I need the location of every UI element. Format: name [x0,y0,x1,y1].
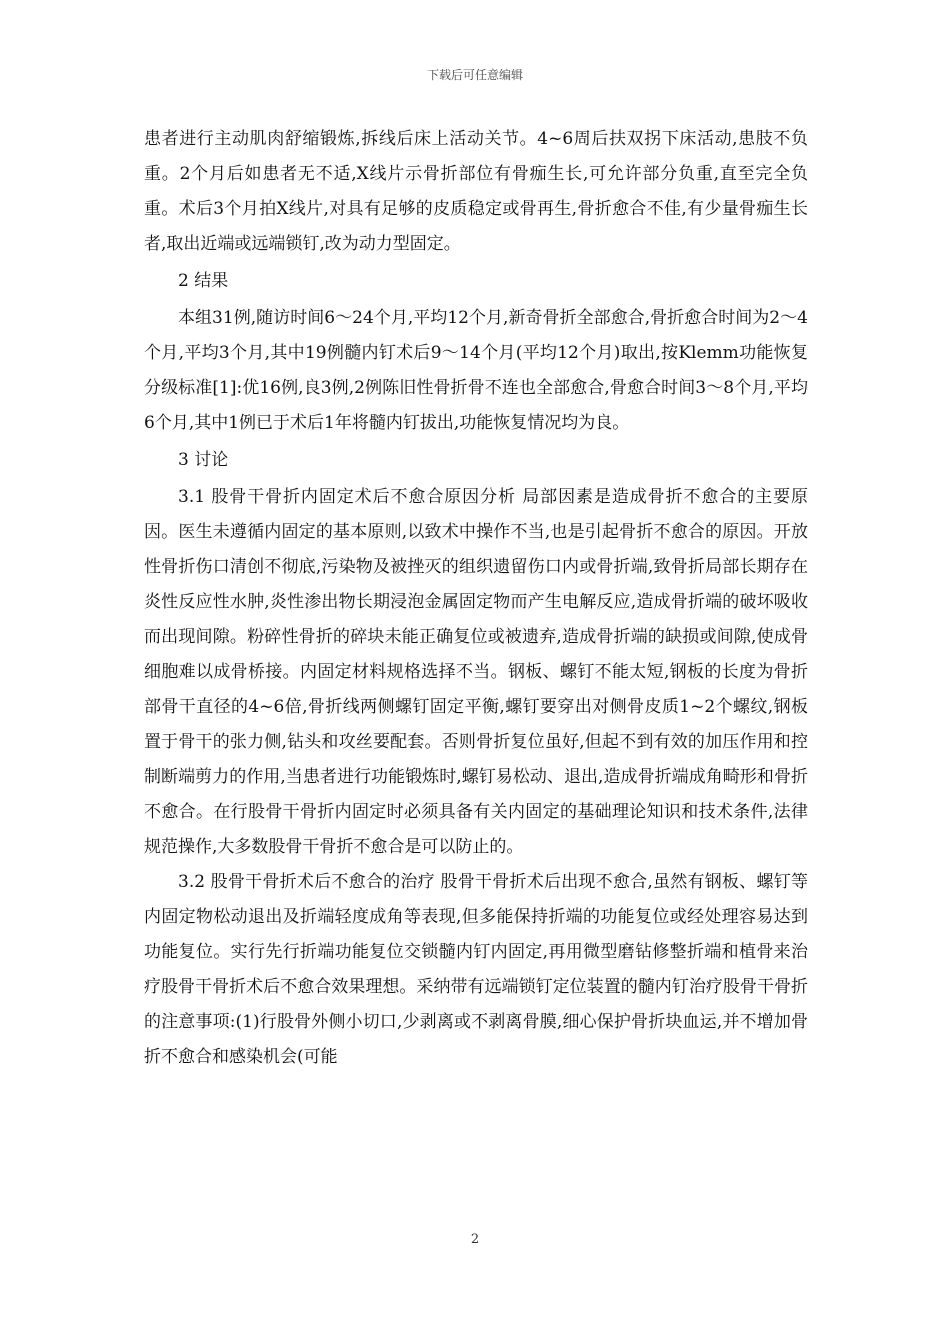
page-number: 2 [470,1232,480,1247]
paragraph-discussion-3-2: 3.2 股骨干骨折术后不愈合的治疗 股骨干骨折术后出现不愈合,虽然有钢板、螺钉等内固定物松动退出及折端轻度成角等表现,但多能保持折端的功能复位或经处理容易达到功能复位。实行先行折端功能复位交锁髓内钉内固定,再用微型磨钻修整折端和植骨来治疗股骨干骨折术后不愈合效果理想。采纳带有远端锁钉定位装置的髓内钉治疗股骨干骨折的注意事项:(1)行股骨外侧小切口,少剥离或不剥离骨膜,细心保护骨折块血运,并不增加骨折不愈合和感染机会(可能 [144,872,808,1067]
document-body [144,122,808,1075]
section-heading-results: 2 结果 [178,271,229,291]
paragraph-results: 本组31例,随访时间6～24个月,平均12个月,新奇骨折全部愈合,骨折愈合时间为2～4个月,平均3个月,其中19例髓内钉术后9～14个月(平均12个月)取出,按Klemm功能恢复分级标准[1]:优16例,良3例,2例陈旧性骨折骨不连也全部愈合,骨愈合时间3～8个月,平均6个月,其中1例已于术后1年将髓内钉拔出,功能恢复情况均为良。 [144,308,808,433]
paragraph-discussion-3-1: 3.1 股骨干骨折内固定术后不愈合原因分析 局部因素是造成骨折不愈合的主要原因。医生未遵循内固定的基本原则,以致术中操作不当,也是引起骨折不愈合的原因。开放性骨折伤口清创不彻底,污染物及被挫灭的组织遗留伤口内或骨折端,致骨折局部长期存在炎性反应性水肿,炎性渗出物长期浸泡金属固定物而产生电解反应,造成骨折端的破坏吸收而出现间隙。粉碎性骨折的碎块未能正确复位或被遗弃,造成骨折端的缺损或间隙,使成骨细胞难以成骨桥接。内固定材料规格选择不当。钢板、螺钉不能太短,钢板的长度为骨折部骨干直径的4~6倍,骨折线两侧螺钉固定平衡,螺钉要穿出对侧骨皮质1~2个螺纹,钢板置于骨干的张力侧,钻头和攻丝要配套。否则骨折复位虽好,但起不到有效的加压作用和控制断端剪力的作用,当患者进行功能锻炼时,螺钉易松动、退出,造成骨折端成角畸形和骨折不愈合。在行股骨干骨折内固定时必须具备有关内固定的基础理论知识和技术条件,法律规范操作,大多数股骨干骨折不愈合是可以防止的。 [144,487,808,857]
section-heading-discussion: 3 讨论 [178,450,229,470]
page-header: 下载后可任意编辑 [426,68,523,82]
paragraph-rehab: 患者进行主动肌肉舒缩锻炼,拆线后床上活动关节。4~6周后扶双拐下床活动,患肢不负重。2个月后如患者无不适,X线片示骨折部位有骨痂生长,可允许部分负重,直至完全负重。术后3个月拍X线片,对具有足够的皮质稳定或骨再生,骨折愈合不佳,有少量骨痂生长者,取出近端或远端锁钉,改为动力型固定。 [144,129,808,254]
